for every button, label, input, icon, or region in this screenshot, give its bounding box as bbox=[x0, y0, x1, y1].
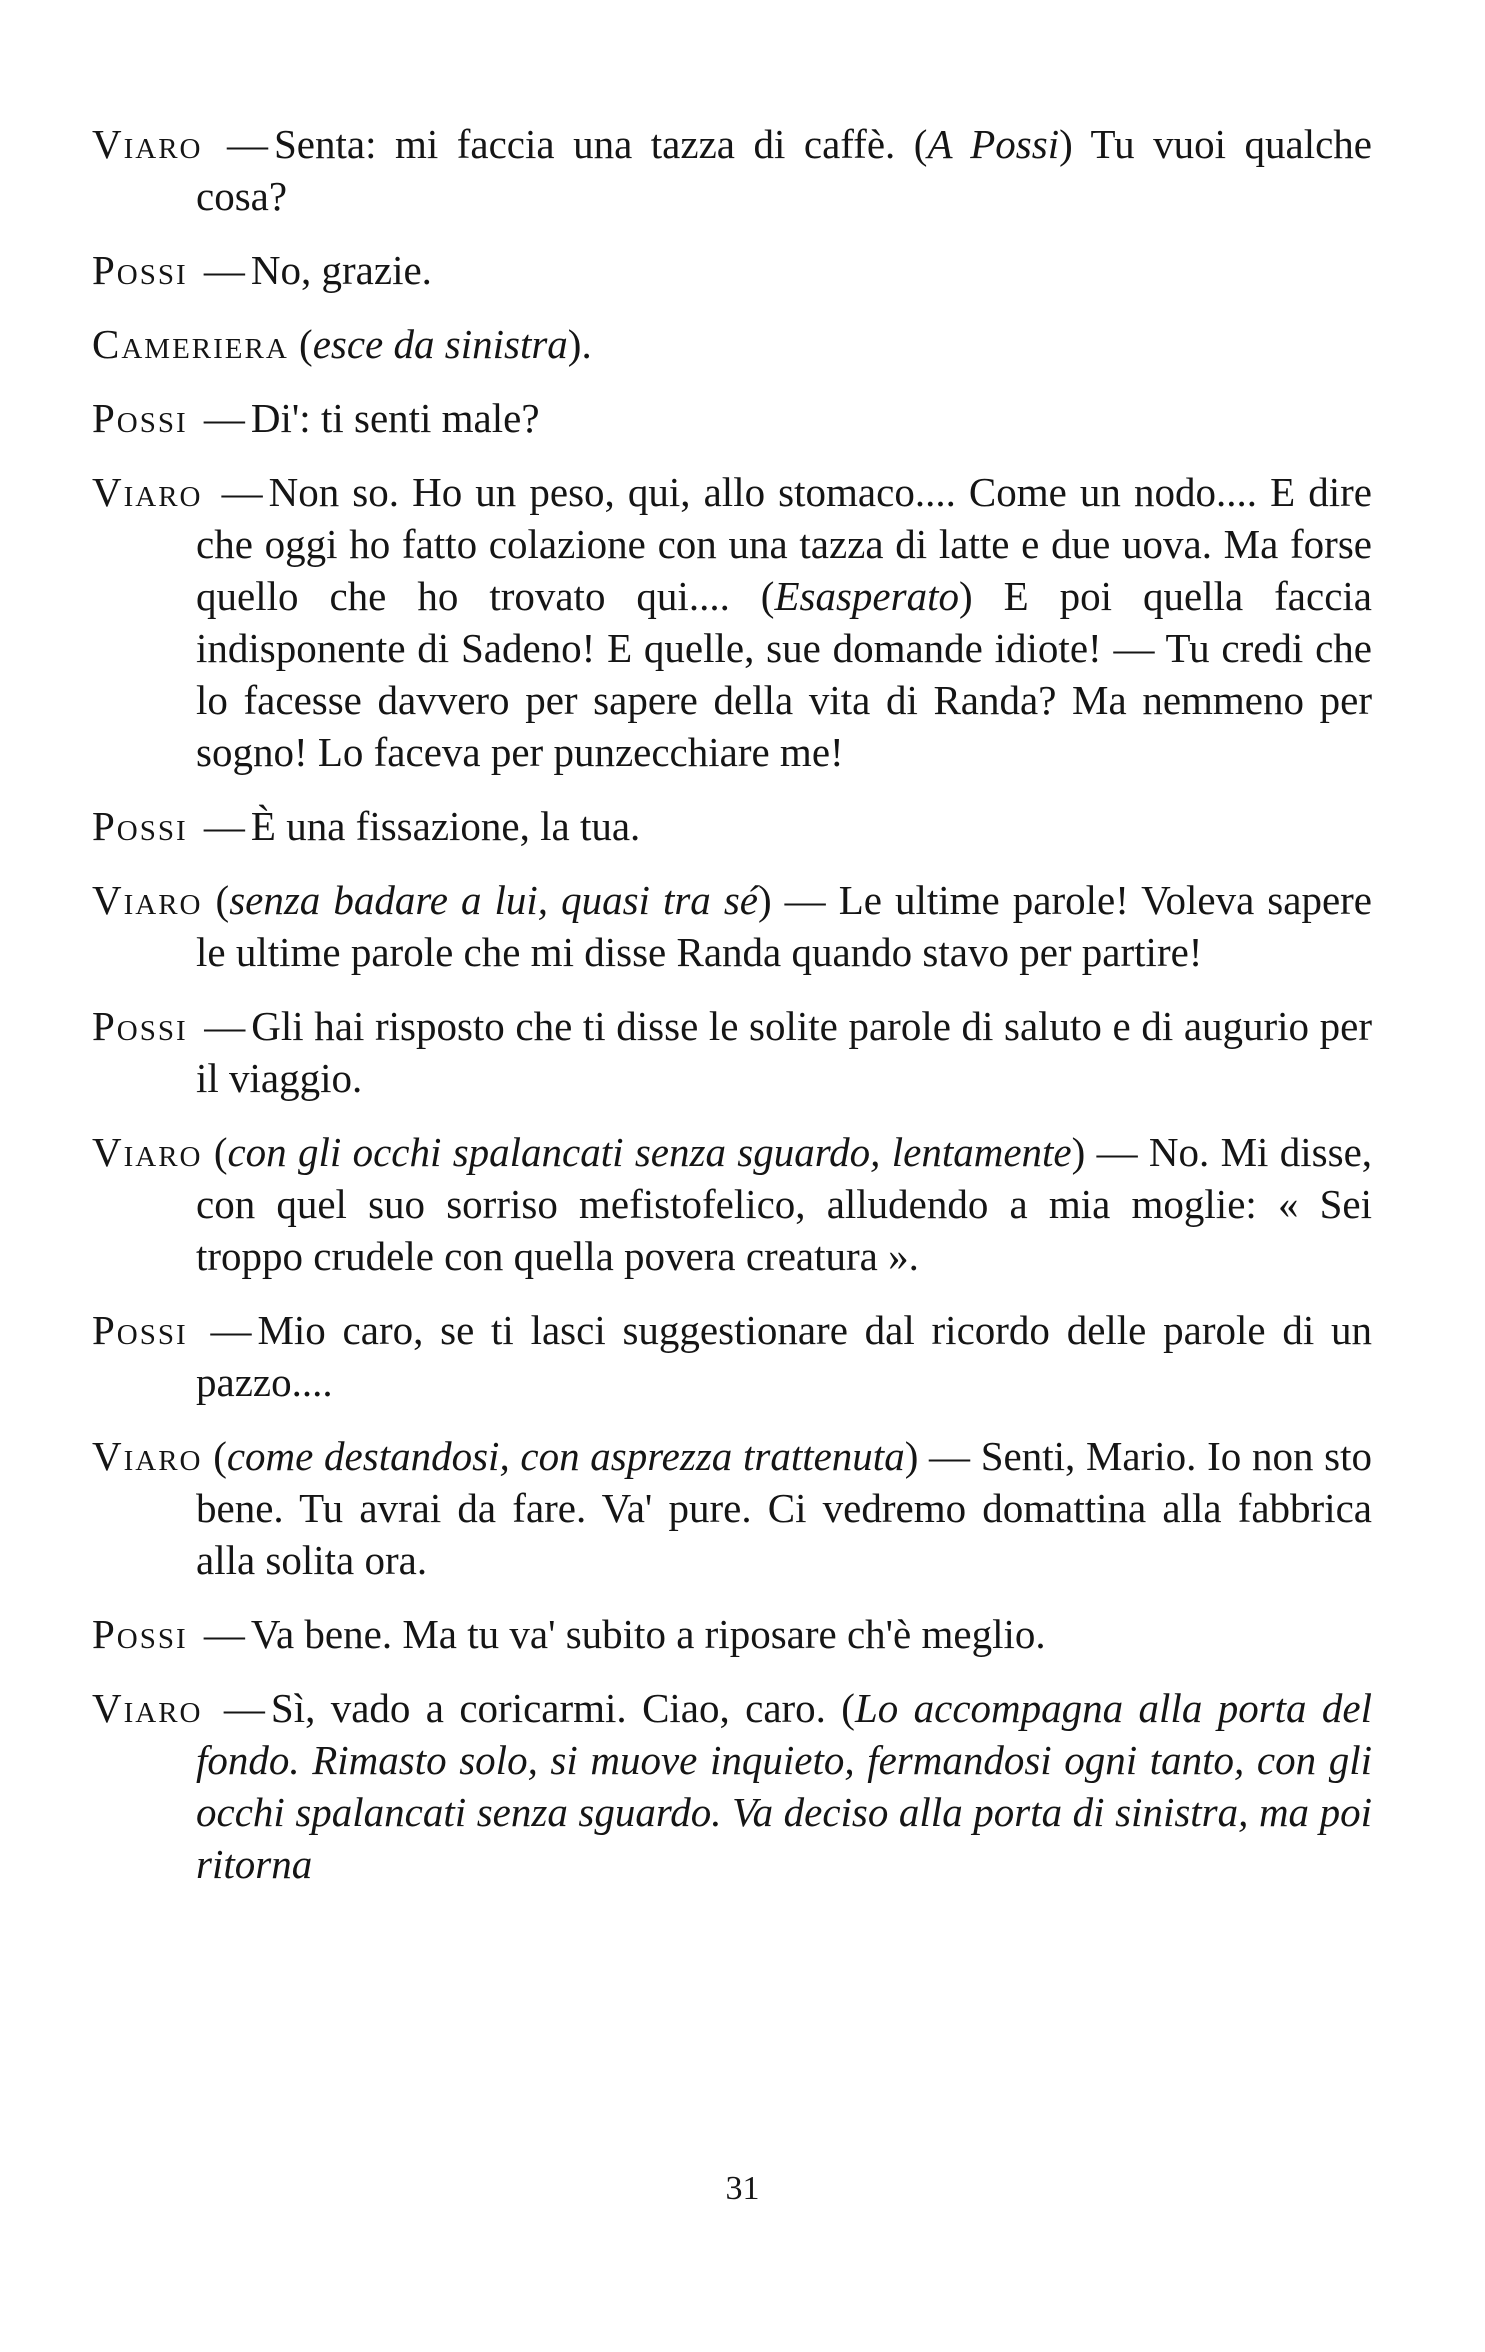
speaker-name: Possi bbox=[92, 803, 188, 849]
dialogue-text: ) Tu vuoi qualche cosa? bbox=[196, 121, 1372, 219]
speaker-name: Viaro bbox=[92, 1433, 203, 1479]
dialogue-text: Va bene. Ma tu va' subito a riposare ch'è meglio. bbox=[250, 1611, 1046, 1657]
dialogue-entry bbox=[92, 392, 1372, 444]
dialogue-text: Senta: mi faccia una tazza di caffè. ( bbox=[274, 121, 928, 167]
speaker-name: Possi bbox=[92, 1307, 188, 1353]
dialogue-dash: — bbox=[204, 1003, 246, 1049]
stage-direction: Esasperato bbox=[774, 573, 959, 619]
dialogue-dash: — bbox=[210, 1307, 252, 1353]
dialogue-entry bbox=[92, 800, 1372, 852]
dialogue-dash: — bbox=[227, 121, 268, 167]
dialogue-text: ) — Senti, Mario. Io non sto bene. Tu avrai da fare. Va' pure. Ci vedremo domattina alla fabbrica alla solita ora. bbox=[196, 1433, 1373, 1583]
dialogue-entry bbox=[92, 318, 1372, 370]
dialogue-text: Di': ti senti male? bbox=[250, 395, 540, 441]
stage-direction: senza badare a lui, quasi tra sé bbox=[229, 877, 758, 923]
dialogue-entry bbox=[92, 1682, 1372, 1890]
dialogue-text: ). bbox=[567, 321, 592, 367]
speaker-name: Possi bbox=[92, 1611, 188, 1657]
dialogue-text: ( bbox=[299, 321, 313, 367]
speaker-name: Viaro bbox=[92, 469, 203, 515]
dialogue-text: Gli hai risposto che ti disse le solite parole di saluto e di augurio per il viaggio. bbox=[196, 1003, 1373, 1101]
speaker-name: Viaro bbox=[92, 877, 203, 923]
dialogue-text: Mio caro, se ti lasci suggestionare dal ricordo delle parole di un pazzo.... bbox=[196, 1307, 1372, 1405]
dialogue-text: ) — No. Mi disse, con quel suo sorriso mefistofelico, alludendo a mia moglie: « Sei troppo crudele con quella povera creatura ». bbox=[196, 1129, 1373, 1279]
speaker-name: Cameriera bbox=[92, 321, 289, 367]
speaker-name: Possi bbox=[92, 395, 188, 441]
stage-direction: esce da sinistra bbox=[312, 321, 568, 367]
dialogue-entry bbox=[92, 244, 1372, 296]
dialogue-dash: — bbox=[221, 469, 263, 515]
dialogue-entry bbox=[92, 1608, 1372, 1660]
dialogue-text: No, grazie. bbox=[250, 247, 432, 293]
dialogue-dash: — bbox=[223, 1685, 265, 1731]
stage-direction: A Possi bbox=[927, 121, 1060, 167]
dialogue-text: ) E poi quella faccia indisponente di Sadeno! E quelle, sue domande idiote! — Tu credi che lo facesse davvero per sapere della vita di Randa? Ma nemmeno per sogno! Lo faceva per punzecchiare me! bbox=[196, 573, 1372, 775]
speaker-name: Possi bbox=[92, 1003, 188, 1049]
speaker-name: Viaro bbox=[92, 1129, 203, 1175]
dialogue-entry bbox=[92, 1126, 1372, 1282]
speaker-name: Viaro bbox=[92, 1685, 203, 1731]
dialogue-dash: — bbox=[203, 247, 245, 293]
page-number: 31 bbox=[725, 2170, 760, 2207]
dialogue-text: ( bbox=[213, 1129, 228, 1175]
dialogue-text: Sì, vado a coricarmi. Ciao, caro. ( bbox=[270, 1685, 855, 1731]
dialogue-entry bbox=[92, 466, 1372, 778]
dialogue-text: È una fissazione, la tua. bbox=[250, 803, 641, 849]
stage-direction: con gli occhi spalancati senza sguardo, lentamente bbox=[227, 1129, 1072, 1175]
dialogue-entry bbox=[92, 1430, 1372, 1586]
dialogue-text: ) — Le ultime parole! Voleva sapere le ultime parole che mi disse Randa quando stavo per partire! bbox=[196, 877, 1373, 975]
dialogue-dash: — bbox=[203, 803, 245, 849]
dialogue-entry bbox=[92, 1000, 1372, 1104]
speaker-name: Viaro bbox=[92, 121, 203, 167]
dialogue-dash: — bbox=[203, 1611, 245, 1657]
stage-direction: come destandosi, con asprezza trattenuta bbox=[226, 1433, 905, 1479]
speaker-name: Possi bbox=[92, 247, 188, 293]
dialogue-text: ( bbox=[213, 1433, 227, 1479]
book-page bbox=[92, 118, 1372, 1912]
dialogue-entry bbox=[92, 874, 1372, 978]
stage-direction: Lo accompagna alla porta del fondo. Rimasto solo, si muove inquieto, fermandosi ogni tanto, con gli occhi spalancati senza sguardo. Va deciso alla porta di sinistra, ma poi ritorna bbox=[196, 1685, 1373, 1887]
dialogue-dash: — bbox=[203, 395, 245, 441]
dialogue-text: Non so. Ho un peso, qui, allo stomaco.... Come un nodo.... E dire che oggi ho fatto colazione con una tazza di latte e due uova. Ma forse quello che ho trovato qui.... ( bbox=[196, 469, 1372, 619]
dialogue-entry bbox=[92, 1304, 1372, 1408]
dialogue-entry bbox=[92, 118, 1372, 222]
dialogue-text: ( bbox=[215, 877, 230, 923]
